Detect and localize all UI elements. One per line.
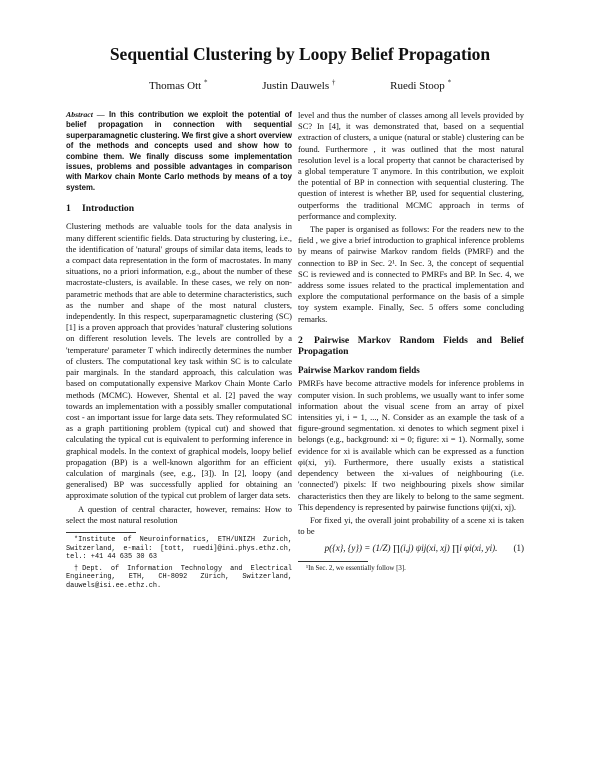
paragraph: level and thus the number of classes among all levels provided by SC? In [4], it was demonstrated that, based on a sequential extraction of clusters, a unique (natural or stable) clustering can be found. Furthermore , it was outlined that the most natural resolution level is a local property that cannot be characterised by a global temperature T anymore. In this contribution, we exploit the potential of BP in connection with sequential clustering. The question of interest is whether BP, used for sequential clustering, outperforms the traditional MCMC approach in terms of performance and complexity. [298,110,524,221]
right-column [298,110,524,573]
footnote: †Dept. of Information Technology and Electrical Engineering, ETH, CH-8092 Zürich, Switzerland, dauwels@isi.ee.ethz.ch. [66,564,292,590]
author: Ruedi Stoop * [390,78,452,92]
footnote-rule [298,561,368,562]
footnote-rule [66,532,136,533]
left-column [66,110,292,591]
paragraph: A question of central character, however, remains: How to select the most natural resolution [66,503,292,525]
footnote: *Institute of Neuroinformatics, ETH/UNIZH Zurich, Switzerland, e-mail: [tott, ruedi]@ini.phys.ethz.ch, tel.: +41 44 635 30 63 [66,535,292,562]
abstract: Abstract — In this contribution we exploit the potential of belief propagation in connection with sequential superparamagnetic clustering. We first give a short overview of the methods and concepts used and show how to combine them. We finally discuss some implementation issues, problems and possible advantages in comparison with Markov chain Monte Carlo methods by means of a toy system. [66,110,292,192]
author: Justin Dauwels † [262,78,336,92]
subsection-heading: Pairwise Markov random fields [298,365,420,376]
paragraph: For fixed yi, the overall joint probability of a scene xi is taken to be [298,514,524,537]
author-list [0,78,600,92]
paragraph: The paper is organised as follows: For the readers new to the field , we give a brief introduction to graphical inference problems by means of pairwise Markov random fields (PMRF) and the connection to BP in Sec. 2¹. In Sec. 3, the concept of sequential SC is reviewed and is connected to PMRFs and BP. In Sec. 4, we address some issues related to the practical implementation and explore the computational performance on the basis of a simple toy system example. Finally, Sec. 5 offers some concluding remarks. [298,224,524,324]
equation: p({x}, {y}) = (1/Z) ∏(i,j) ψij(xi, xj) ∏i φi(xi, yi). (1) [324,543,524,554]
author: Thomas Ott * [148,78,208,92]
footnote: ¹In Sec. 2, we essentially follow [3]. [306,564,406,572]
section-heading: 2 Pairwise Markov Random Fields and Belief Propagation [298,334,524,358]
paper-title: Sequential Clustering by Loopy Belief Propagation [109,44,491,64]
paragraph: PMRFs have become attractive models for inference problems in computer vision. In such problems, we usually want to infer some information about the visual scene from an array of pixel intensities yi, i = 1, ..., N. Consider as an example the task of a figure-ground segmentation. xi denotes to which segment pixel i belongs (e.g., background: xi = 0; figure: xi = 1). Normally, some evidence for xi is available which can be expressed as a function φi(xi, yi). Furthermore, there usually exists a statistical dependency between the xi-values of neighbouring (i.e. 'connected') pixels: If two neighbouring pixels show similar characteristics then they are likely to belong to the same segment. This dependency is represented by pairwise functions ψij(xi, xj). [298,378,524,512]
paragraph: Clustering methods are valuable tools for the data analysis in many different scientific fields. Data structuring by clustering, i.e., the identification of 'natural' groups of similar data items, leads to a compact data representation in the form of macrostates. In many situations, no a priori information, e.g., about the number of these macrostate-clusters, is available. In these cases, we rely on non-parametric methods that are able to determine characteristics, such as the number and shape of the most natural clusters, independently. In this respect, superparamagnetic clustering (SC) [1] is a proven approach that provides 'natural' clustering solutions on different resolution levels. The levels are controlled by a 'temperature' parameter T which indirectly determines the number of clusters. The computational key task within SC is to calculate pair marginals. In the standard approach, this calculation was based on computationally expensive Markov Chain Monte Carlo methods (MCMC). However, Shental et al. [2] paved the way towards an implementation with a possibly smaller computational cost - an important issue for large data sets. They reformulated SC as a graph partitioning problem (typical cut) and showed that calculating the typical cut is equivalent to performing inference in graphical models. In the context of graphical models, loopy belief propagation (BP) is a well-known algorithm for an efficient calculation of marginals (see, e.g., [3]). In [2], loopy (and generalised) BP was successfully applied for obtaining an approximate solution of the typical cut problem of larger data sets. [66,221,292,501]
section-heading: 1 Introduction [66,203,135,215]
